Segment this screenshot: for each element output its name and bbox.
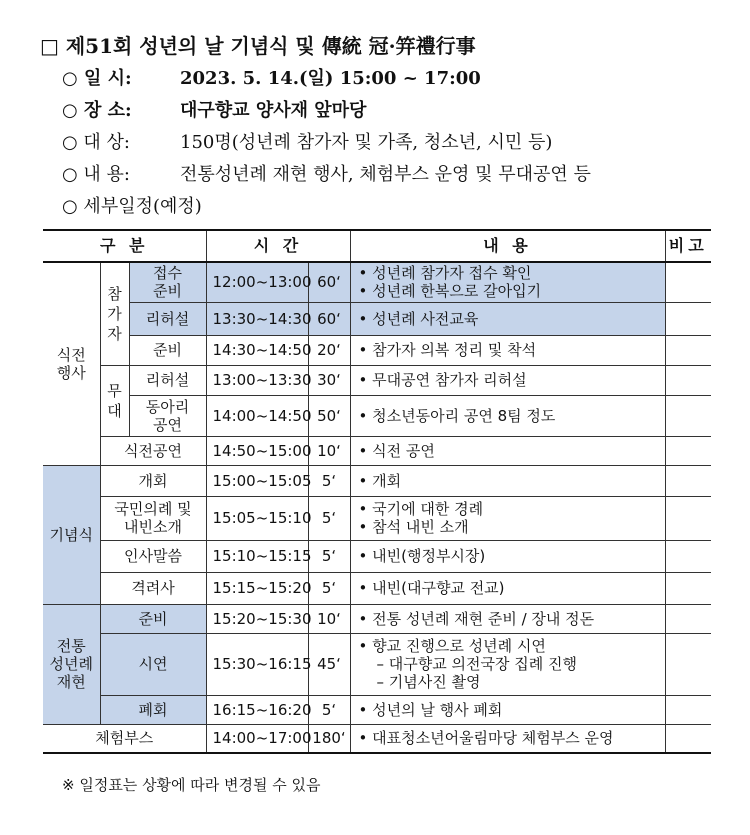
table-row xyxy=(43,335,711,365)
table-row xyxy=(43,604,711,633)
row-content: • 무대공연 참가자 리허설 xyxy=(350,365,665,395)
row-duration: 60‘ xyxy=(308,302,350,335)
row-remark xyxy=(665,262,711,302)
table-row xyxy=(43,724,711,753)
row-content: • 내빈(행정부시장) xyxy=(350,540,665,572)
row-remark xyxy=(665,365,711,395)
info-place: ○ 장 소: 대구향교 양사재 앞마당 xyxy=(62,100,367,121)
row-sub: 개회 xyxy=(100,465,206,496)
row-time: 14:00~14:50 xyxy=(206,395,308,436)
row-duration: 5‘ xyxy=(308,540,350,572)
row-sub: 인사말씀 xyxy=(100,540,206,572)
group-traditional: 전통 성년례 재현 xyxy=(43,604,100,724)
row-duration: 5‘ xyxy=(308,496,350,540)
row-duration: 45‘ xyxy=(308,633,350,695)
row-time: 13:00~13:30 xyxy=(206,365,308,395)
row-content: • 국기에 대한 경례 • 참석 내빈 소개 xyxy=(350,496,665,540)
info-target: ○ 대 상: 150명(성년례 참가자 및 가족, 청소년, 시민 등) xyxy=(62,132,553,153)
row-duration: 20‘ xyxy=(308,335,350,365)
table-row xyxy=(43,496,711,540)
row-sub: 접수 준비 xyxy=(129,262,206,302)
row-content: • 참가자 의복 정리 및 착석 xyxy=(350,335,665,365)
row-sub: 리허설 xyxy=(129,302,206,335)
table-row xyxy=(43,540,711,572)
row-sub: 시연 xyxy=(100,633,206,695)
row-content: • 개회 xyxy=(350,465,665,496)
row-content: • 성년례 사전교육 xyxy=(350,302,665,335)
table-header-row xyxy=(43,230,711,262)
table-row xyxy=(43,302,711,335)
info-content: ○ 내 용: 전통성년례 재현 행사, 체험부스 운영 및 무대공연 등 xyxy=(62,164,591,185)
table-row xyxy=(43,572,711,604)
row-time: 15:05~15:10 xyxy=(206,496,308,540)
row-remark xyxy=(665,465,711,496)
footnote: ※ 일정표는 상황에 따라 변경될 수 있음 xyxy=(62,776,321,794)
info-schedule: ○ 세부일정(예정) xyxy=(62,196,202,217)
subgroup-participants: 참 가 자 xyxy=(100,262,129,365)
row-remark xyxy=(665,395,711,436)
row-duration: 5‘ xyxy=(308,572,350,604)
row-content: • 대표청소년어울림마당 체험부스 운영 xyxy=(350,724,665,753)
row-remark xyxy=(665,496,711,540)
row-time: 15:20~15:30 xyxy=(206,604,308,633)
row-time: 14:00~17:00 xyxy=(206,724,308,753)
row-remark xyxy=(665,540,711,572)
page-title: □ 제51회 성년의 날 기념식 및 傳統 冠·笄禮行事 xyxy=(40,34,476,58)
header-category: 구 분 xyxy=(43,230,206,262)
header-content: 내 용 xyxy=(350,230,665,262)
row-duration: 180‘ xyxy=(308,724,350,753)
row-duration: 10‘ xyxy=(308,604,350,633)
info-date: ○ 일 시: 2023. 5. 14.(일) 15:00 ~ 17:00 xyxy=(62,68,481,89)
row-content: • 향교 진행으로 성년례 시연 – 대구향교 의전국장 집례 진행 – 기념사진 촬영 xyxy=(350,633,665,695)
row-remark xyxy=(665,633,711,695)
row-duration: 30‘ xyxy=(308,365,350,395)
row-duration: 10‘ xyxy=(308,436,350,465)
row-time: 15:10~15:15 xyxy=(206,540,308,572)
row-duration: 5‘ xyxy=(308,465,350,496)
row-remark xyxy=(665,335,711,365)
table-row xyxy=(43,395,711,436)
table-row xyxy=(43,436,711,465)
row-duration: 5‘ xyxy=(308,695,350,724)
row-duration: 60‘ xyxy=(308,262,350,302)
row-time: 12:00~13:00 xyxy=(206,262,308,302)
subgroup-stage: 무 대 xyxy=(100,365,129,436)
row-content: • 성년례 참가자 접수 확인 • 성년례 한복으로 갈아입기 xyxy=(350,262,665,302)
row-content: • 전통 성년례 재현 준비 / 장내 정돈 xyxy=(350,604,665,633)
row-duration: 50‘ xyxy=(308,395,350,436)
row-remark xyxy=(665,572,711,604)
row-sub: 준비 xyxy=(100,604,206,633)
row-content: • 식전 공연 xyxy=(350,436,665,465)
row-sub: 국민의례 및 내빈소개 xyxy=(100,496,206,540)
row-remark xyxy=(665,302,711,335)
row-remark xyxy=(665,436,711,465)
group-pre: 식전 행사 xyxy=(43,262,100,465)
table-row xyxy=(43,633,711,695)
row-sub: 리허설 xyxy=(129,365,206,395)
table-row xyxy=(43,465,711,496)
row-time: 15:15~15:20 xyxy=(206,572,308,604)
row-time: 14:50~15:00 xyxy=(206,436,308,465)
row-content: • 성년의 날 행사 폐회 xyxy=(350,695,665,724)
table-row xyxy=(43,695,711,724)
row-sub: 격려사 xyxy=(100,572,206,604)
row-sub: 식전공연 xyxy=(100,436,206,465)
row-remark xyxy=(665,724,711,753)
row-sub: 준비 xyxy=(129,335,206,365)
header-remark: 비고 xyxy=(665,230,711,262)
row-time: 13:30~14:30 xyxy=(206,302,308,335)
row-content: • 내빈(대구향교 전교) xyxy=(350,572,665,604)
row-time: 14:30~14:50 xyxy=(206,335,308,365)
row-content: • 청소년동아리 공연 8팀 정도 xyxy=(350,395,665,436)
row-remark xyxy=(665,695,711,724)
row-remark xyxy=(665,604,711,633)
group-ceremony: 기념식 xyxy=(43,465,100,604)
row-sub: 동아리 공연 xyxy=(129,395,206,436)
row-time: 16:15~16:20 xyxy=(206,695,308,724)
schedule-table xyxy=(43,229,711,754)
header-time: 시 간 xyxy=(206,230,350,262)
row-sub: 폐회 xyxy=(100,695,206,724)
row-time: 15:00~15:05 xyxy=(206,465,308,496)
row-time: 15:30~16:15 xyxy=(206,633,308,695)
group-booth: 체험부스 xyxy=(43,724,206,753)
table-row xyxy=(43,365,711,395)
table-row xyxy=(43,262,711,302)
